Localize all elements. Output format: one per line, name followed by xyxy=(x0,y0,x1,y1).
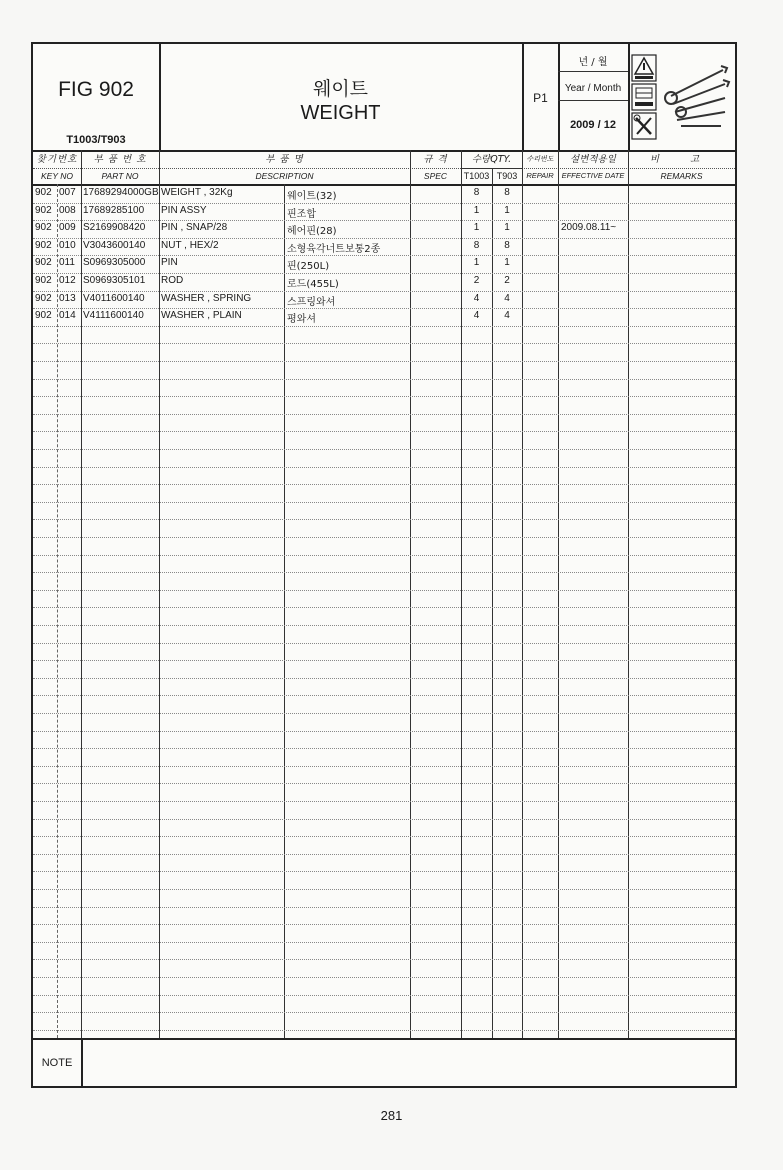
header-key-no: KEY NO xyxy=(41,171,73,181)
row-rule xyxy=(33,361,735,362)
header-remarks: REMARKS xyxy=(660,171,703,181)
row-key-no: 013 xyxy=(59,292,76,304)
row-rule xyxy=(33,924,735,925)
row-rule xyxy=(33,537,735,538)
manual-icon xyxy=(631,83,657,111)
page-label: P1 xyxy=(533,91,548,105)
table-row xyxy=(33,187,735,202)
row-rule xyxy=(33,396,735,397)
page-number: 281 xyxy=(380,1108,403,1123)
row-rule xyxy=(33,854,735,855)
row-rule xyxy=(33,590,735,591)
row-rule xyxy=(33,255,735,256)
title-korean: 웨이트 xyxy=(312,78,369,100)
row-rule xyxy=(33,731,735,732)
row-description-ko: 웨이트(32) xyxy=(287,191,337,202)
table-row xyxy=(33,222,735,237)
row-description-ko: 로드(455L) xyxy=(287,279,339,290)
row-qty-t1003: 1 xyxy=(473,204,480,216)
row-qty-t1003: 8 xyxy=(473,239,480,251)
row-fig-no: 902 xyxy=(35,310,52,322)
row-rule xyxy=(33,959,735,960)
row-part-no: V4111600140 xyxy=(83,310,144,322)
row-key-no: 014 xyxy=(59,310,76,322)
header-part-no-ko: 부 품 번 호 xyxy=(93,154,147,165)
row-description-en: PIN , SNAP/28 xyxy=(161,222,228,234)
row-qty-t903: 8 xyxy=(504,187,510,198)
row-rule xyxy=(33,607,735,608)
row-part-no: S2169908420 xyxy=(83,222,146,234)
row-rule xyxy=(33,238,735,239)
row-part-no: 17689285100 xyxy=(83,204,145,216)
row-rule xyxy=(33,625,735,626)
table-row xyxy=(33,275,735,290)
row-rule xyxy=(33,678,735,679)
row-rule xyxy=(33,308,735,309)
header-description: DESCRIPTION xyxy=(255,171,314,181)
row-description-ko: 핀조합 xyxy=(287,208,316,220)
row-qty-t1003: 1 xyxy=(473,222,480,234)
header-remarks-ko: 비 고 xyxy=(649,154,714,165)
header-qty-t1003: T1003 xyxy=(463,171,490,181)
row-rule xyxy=(33,555,735,556)
row-description-en: NUT , HEX/2 xyxy=(161,239,219,251)
header-spec: SPEC xyxy=(423,171,448,181)
header-spec-ko: 규 격 xyxy=(423,154,448,165)
header-description-ko: 부 품 명 xyxy=(265,154,304,165)
row-key-no: 007 xyxy=(59,187,76,198)
row-rule xyxy=(33,326,735,327)
year-month-label-en: Year / Month xyxy=(564,83,622,94)
table-row xyxy=(33,310,735,325)
row-rule xyxy=(33,871,735,872)
row-fig-no: 902 xyxy=(35,292,52,304)
row-qty-t1003: 4 xyxy=(473,292,480,304)
row-rule xyxy=(33,836,735,837)
row-rule xyxy=(33,484,735,485)
row-rule xyxy=(33,572,735,573)
row-qty-t903: 1 xyxy=(504,257,510,269)
row-description-ko: 소형육각너트보통2종 xyxy=(287,243,381,255)
row-key-no: 011 xyxy=(59,257,75,269)
row-rule xyxy=(33,977,735,978)
parts-sheet xyxy=(31,42,737,1088)
row-fig-no: 902 xyxy=(35,257,52,269)
row-effective-date: 2009.08.11~ xyxy=(561,222,617,234)
row-qty-t903: 1 xyxy=(504,222,510,234)
row-fig-no: 902 xyxy=(35,275,52,286)
row-part-no: V4011600140 xyxy=(83,292,145,304)
wrench-set-icon xyxy=(661,56,731,136)
note-label: NOTE xyxy=(41,1057,73,1069)
row-rule xyxy=(33,748,735,749)
row-rule xyxy=(33,431,735,432)
row-fig-no: 902 xyxy=(35,204,52,216)
figure-label: FIG 902 xyxy=(58,78,134,101)
row-rule xyxy=(33,467,735,468)
row-description-ko: 스프링와셔 xyxy=(287,296,336,308)
row-description-ko: 핀(250L) xyxy=(287,261,330,273)
row-rule xyxy=(33,203,735,204)
row-rule xyxy=(33,695,735,696)
row-part-no: S0969305101 xyxy=(83,275,146,286)
header-repair: REPAIR xyxy=(526,171,554,180)
table-row xyxy=(33,205,735,220)
title-english: WEIGHT xyxy=(300,102,381,124)
row-rule xyxy=(33,766,735,767)
row-rule xyxy=(33,819,735,820)
row-rule xyxy=(33,889,735,890)
row-rule xyxy=(33,502,735,503)
row-qty-t903: 4 xyxy=(504,310,510,322)
row-qty-t1003: 8 xyxy=(473,187,480,198)
header-repair-ko: 수리번도 xyxy=(526,155,554,163)
row-qty-t1003: 2 xyxy=(473,275,480,286)
figure-model: T1003/T903 xyxy=(66,134,126,146)
row-rule xyxy=(33,519,735,520)
header-effective-date: EFFECTIVE DATE xyxy=(561,171,625,180)
row-rule xyxy=(33,995,735,996)
row-rule xyxy=(33,449,735,450)
header-qty-t903: T903 xyxy=(496,171,518,181)
row-rule xyxy=(33,291,735,292)
header-key-no-ko: 찾기번호 xyxy=(36,154,78,165)
row-qty-t903: 4 xyxy=(504,292,510,304)
table-row xyxy=(33,257,735,272)
row-qty-t903: 1 xyxy=(504,204,510,216)
row-rule xyxy=(33,713,735,714)
row-part-no: V3043600140 xyxy=(83,239,146,251)
row-rule xyxy=(33,1030,735,1031)
table-row xyxy=(33,293,735,308)
row-description-ko: 헤어핀(28) xyxy=(287,226,337,238)
row-rule xyxy=(33,660,735,661)
row-rule xyxy=(33,379,735,380)
row-rule xyxy=(33,220,735,221)
row-rule xyxy=(33,414,735,415)
row-rule xyxy=(33,643,735,644)
header-qty: 수량QTY. xyxy=(471,154,512,165)
row-part-no: S0969305000 xyxy=(83,257,146,269)
row-key-no: 008 xyxy=(59,204,76,216)
row-key-no: 010 xyxy=(59,239,76,251)
row-qty-t903: 2 xyxy=(504,275,510,286)
row-description-en: WEIGHT , 32Kg xyxy=(161,187,233,198)
year-month-label-ko: 년 / 월 xyxy=(578,57,608,68)
row-rule xyxy=(33,907,735,908)
table-row xyxy=(33,240,735,255)
row-description-en: WASHER , SPRING xyxy=(161,292,252,304)
row-fig-no: 902 xyxy=(35,187,52,198)
header-part-no: PART NO xyxy=(101,171,139,181)
row-key-no: 009 xyxy=(59,222,76,234)
row-key-no: 012 xyxy=(59,275,76,286)
row-rule xyxy=(33,942,735,943)
row-description-en: PIN ASSY xyxy=(161,204,207,216)
row-qty-t1003: 4 xyxy=(473,310,480,322)
row-description-en: ROD xyxy=(161,275,184,286)
row-rule xyxy=(33,1012,735,1013)
header-effective-ko: 설변적용일 xyxy=(570,154,616,165)
row-qty-t903: 8 xyxy=(504,239,510,251)
row-fig-no: 902 xyxy=(35,239,52,251)
row-description-en: WASHER , PLAIN xyxy=(161,310,242,322)
year-month-value: 2009 / 12 xyxy=(570,119,616,131)
row-rule xyxy=(33,801,735,802)
row-fig-no: 902 xyxy=(35,222,52,234)
row-rule xyxy=(33,273,735,274)
row-rule xyxy=(33,343,735,344)
row-description-en: PIN xyxy=(161,257,178,269)
tools-icon xyxy=(631,112,657,140)
row-part-no: 17689294000GB xyxy=(83,187,159,198)
row-qty-t1003: 1 xyxy=(473,257,480,269)
row-description-ko: 평와셔 xyxy=(287,314,316,326)
row-rule xyxy=(33,783,735,784)
